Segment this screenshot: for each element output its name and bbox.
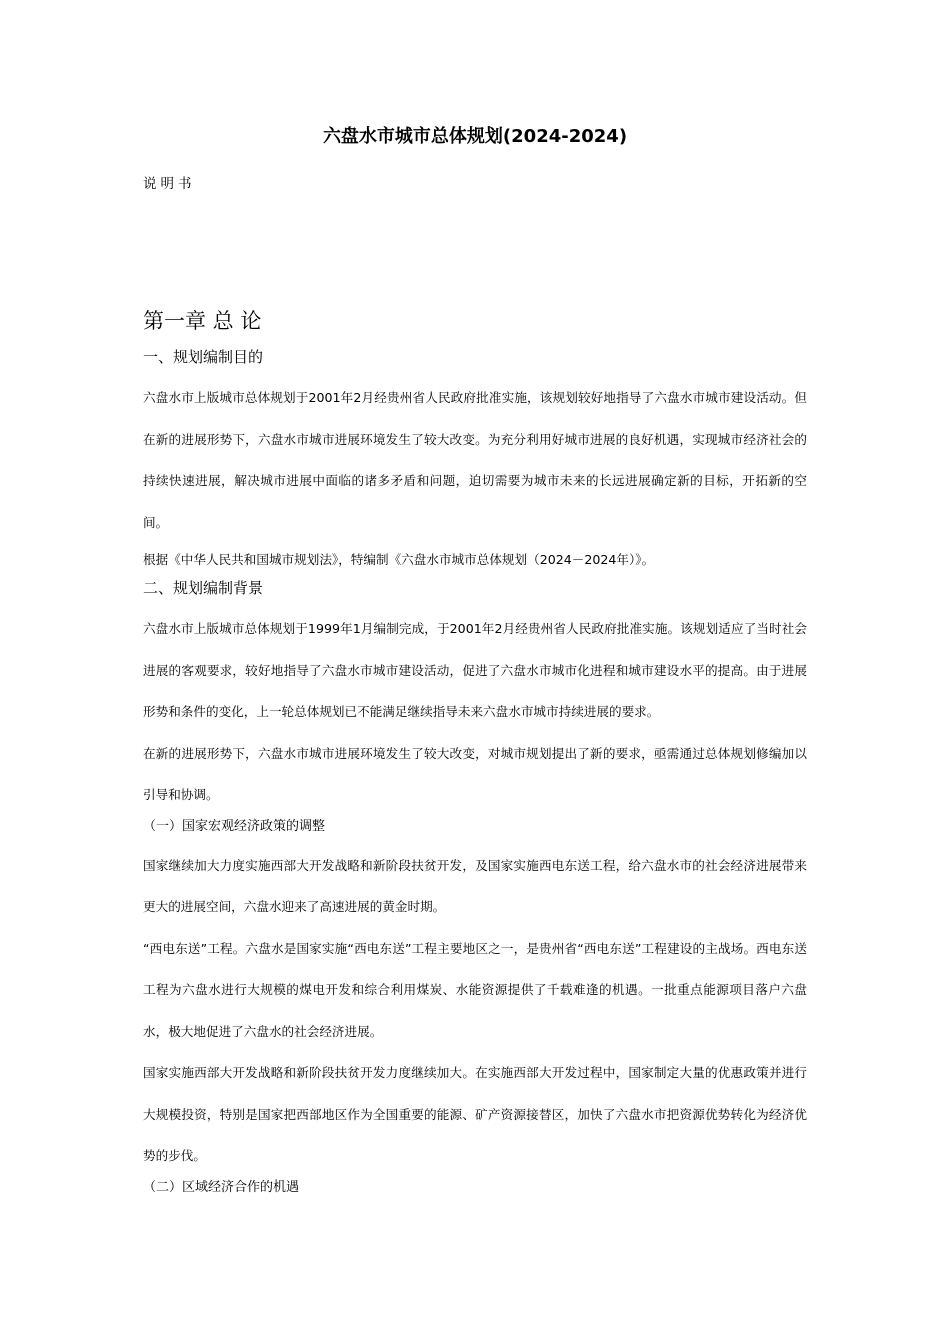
subsection-heading-regional-cooperation: （二）区域经济合作的机遇 — [143, 1179, 300, 1195]
paragraph-purpose-1: 六盘水市上版城市总体规划于2001年2月经贵州省人民政府批准实施，该规划较好地指导了六盘水市城市建设活动。但在新的进展形势下，六盘水市城市进展环境发生了较大改变。为充分利用好城市进展的良好机遇，实现城市经济社会的持续快速进展，解决城市进展中面临的诸多矛盾和问题，迫切需要为城市未来的长远进展确定新的目标，开拓新的空间。 — [143, 390, 807, 530]
document-subtitle: 说明书 — [143, 176, 196, 192]
section-heading-purpose: 一、规划编制目的 — [143, 348, 264, 366]
paragraph-macro-policy-1: 国家继续加大力度实施西部大开发战略和新阶段扶贫开发，及国家实施西电东送工程，给六盘水市的社会经济进展带来更大的进展空间，六盘水迎来了高速进展的黄金时期。 — [143, 857, 807, 914]
paragraph-background-2: 在新的进展形势下，六盘水市城市进展环境发生了较大改变，对城市规划提出了新的要求，亟需通过总体规划修编加以引导和协调。 — [143, 745, 807, 802]
chapter-heading: 第一章 总 论 — [143, 309, 262, 333]
paragraph-macro-policy-3: 国家实施西部大开发战略和新阶段扶贫开发力度继续加大。在实施西部大开发过程中，国家制定大量的优惠政策并进行大规模投资，特别是国家把西部地区作为全国重要的能源、矿产资源接替区，加快了六盘水市把资源优势转化为经济优势的步伐。 — [143, 1065, 807, 1163]
document-title: 六盘水市城市总体规划(2024-2024) — [322, 126, 628, 147]
document-body — [143, 304, 807, 1206]
subsection-heading-macro-policy: （一）国家宏观经济政策的调整 — [143, 818, 326, 834]
section-heading-background: 二、规划编制背景 — [143, 579, 264, 597]
paragraph-macro-policy-2: “西电东送”工程。六盘水是国家实施“西电东送”工程主要地区之一，是贵州省“西电东送”工程建设的主战场。西电东送工程为六盘水进行大规模的煤电开发和综合利用煤炭、水能资源提供了千载难逢的机遇。一批重点能源项目落户六盘水，极大地促进了六盘水的社会经济进展。 — [143, 940, 807, 1039]
paragraph-purpose-2: 根据《中华人民共和国城市规划法》，特编制《六盘水市城市总体规划（2024－2024年）》。 — [143, 552, 655, 567]
paragraph-background-1: 六盘水市上版城市总体规划于1999年1月编制完成，于2001年2月经贵州省人民政府批准实施。该规划适应了当时社会进展的客观要求，较好地指导了六盘水市城市建设活动，促进了六盘水市城市化进程和城市建设水平的提高。由于进展形势和条件的变化，上一轮总体规划已不能满足继续指导未来六盘水市城市持续进展的要求。 — [143, 621, 807, 719]
